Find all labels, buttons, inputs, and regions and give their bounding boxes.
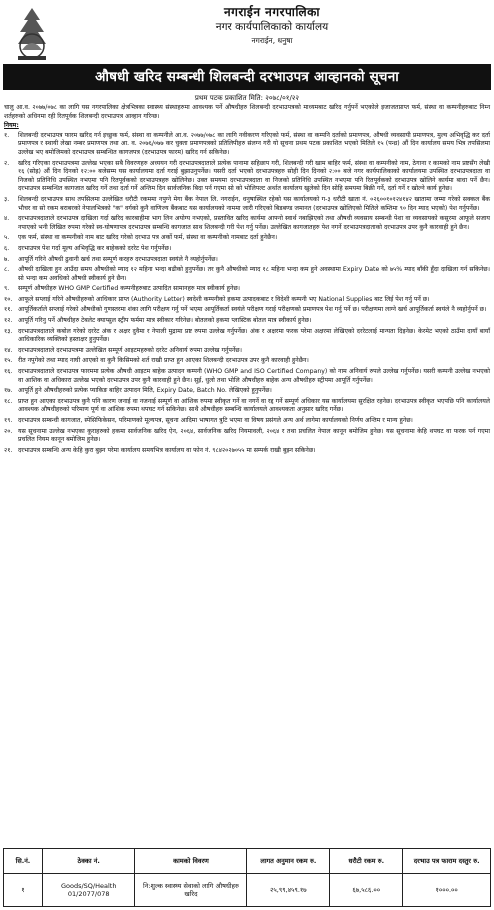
rule-number: ४. — [4, 215, 10, 223]
rule-text: दरभाउपत्रदाताले दरभाउपत्रमा उल्लेखित सम्पूर्ण आइटमहरुको दररेट अनिवार्य रुपमा उल्लेख गर्नुपर्नेछ। — [18, 346, 242, 354]
rule-text: औषधी दाखिला हुन आउँदा समय औषधीको म्याद १२ महिना भन्दा बढीको हुनुपर्नेछ। तर कुनै औषधीको म्याद १८ महिना भन्दा कम हुने अवस्थामा Expiry Date को ७५% म्याद बाँकी हुँदा दाखिला गर्न सकिनेछ। सो भन्दा कम अवधिको औषधी स्वीकार्य हुने छैन। — [18, 266, 490, 282]
rule-item — [4, 245, 490, 254]
rule-text: सम्पूर्ण औषधीहरु WHO GMP Certified कम्पनीहरुबाट उत्पादित सामानहरु मात्र स्वीकार्य हुनेछ। — [18, 285, 241, 293]
column-header: लागत अनुमान रकम रु. — [247, 849, 330, 874]
rule-text: आपूर्ति हुने औषधीहरुको प्रत्येक प्याकिङ बाहिर उत्पादन मिति, Expiry Date, Batch No. लेखिएको हुनुपर्नेछ। — [18, 387, 272, 395]
rule-text: दरभाउपत्रदाताले दरभाउपत्र दाखिला गर्दा खरिद कारबाहीमा भाग लिन अयोग्य नभएको, प्रस्तावित खरिद कार्यमा आफ्नो स्वार्थ नबाझिएको तथा औषधी व्यवसाय सम्बन्धी पेशा वा व्यवसायको कसुरमा आफूले सजाय नपाएको भनी लिखित रुपमा गरेको स्व-घोषणापत्र दरभाउपत्र सम्बन्धि कागजात साथ शिलबन्दी गरी पेश गर्नु पर्नेछ। उल्लेखित कागजातहरु पेश नगर्ने दरभाउपत्रदाताको दरभाउपत्र उपर कुनै कारवाही हुने छैन। — [18, 215, 490, 231]
rule-number: ९. — [4, 285, 10, 293]
rules-heading: नियम: — [4, 122, 19, 130]
rule-number: १६. — [4, 368, 13, 376]
rule-number: १२. — [4, 317, 13, 325]
cost-estimate-cell: २५,९९,४५९.१७ — [247, 874, 330, 907]
column-header: ठेक्का नं. — [42, 849, 135, 874]
rule-number: १०. — [4, 295, 13, 303]
rule-text: आपूर्तिकर्ताले सप्लाई गरेको औषधीको गुणस्तरमा शंका लागि परीक्षण गर्नु पर्ने भएमा आपूर्तिकर्ता स्वयंले परीक्षण गराई परीक्षणको प्रमाणपत्र पेश गर्नु पर्ने छ। परीक्षणमा लाग्ने खर्च आपूर्तिकर्ता स्वयंले नै व्यहोर्नुपर्ने छ। — [18, 306, 487, 314]
serial-number-cell: १ — [4, 874, 43, 907]
rule-text: दरभाउपत्रदाताले कबोल गरेको दररेट अंक र अक्षर दुवैमा र नेपाली मुद्रामा प्रष्ट रुपमा उल्लेख गर्नुपर्नेछ। अंक र अक्षरमा फरक परेमा अक्षरमा लेखिएको दररेटलाई मान्यता दिइनेछ। केरमेट भएको ठाउँमा दायाँ बायाँ आधिकारिक व्यक्तिको हस्ताक्षर हुनुपर्नेछ। — [18, 327, 490, 344]
form-fee-cell: १०००.०० — [403, 874, 491, 907]
rule-item — [4, 160, 490, 194]
rule-item — [4, 132, 490, 158]
rule-text: शिलबन्दी दरभाउपत्र साथ तपसिलमा उल्लेखित धरौटी रकममा नपुग्ने मेगा बैंक नेपाल लि. नगराईन, धनुषास्थित रहेको यस कार्यालयको ग-३ धरौटी खाता नं. ०२६००१०१२४१४२ खातामा जम्मा गरेको सक्कल बैंक भौचर वा सो रकम बराबरको नेपालभित्रको "क" वर्गको कुनै वाणिज्य बैंकबाट यस कार्यालयको नाममा जारी गरिएको बिडबण्ड जमानत (दरभाउपत्र खोलिएको मितिले कम्तिमा ९० दिन म्याद भएको) पेश गर्नुपर्नेछ। — [18, 195, 490, 212]
rule-text: आपूर्ति गरिनु पर्ने औषधीहरु टेबलेट क्याप्सुल स्ट्रीप फर्ममा मात्र स्वीकार गरिनेछ। बोतलको हकमा प्लास्टिक बोतल मात्र स्वीकार्य हुनेछ। — [18, 317, 312, 325]
rule-number: १. — [4, 131, 10, 139]
rule-item — [4, 447, 490, 456]
rule-text: दरभाउपत्रदाताले दरभाउपत्र फारममा प्रत्येक औषधी आइटम बाहेक उत्पादन कम्पनी (WHO GMP and ISO Certified Company) को नाम अनिवार्य रुपले उल्लेख गर्नुपर्नेछ। यसरी कम्पनी उल्लेख नभएको वा आशिक वा अधिकारा उल्लेख भएको दरभाउपत्र उपर कुनै कारवाही हुने छैन। सुई, धुलो तथा भोलि औषधीहरु बाहेक अन्य औषधीहरु स्ट्रीपमा आपूर्ति गर्नुपर्नेछ। — [18, 368, 490, 384]
rule-number: १४. — [4, 346, 13, 354]
column-header: धरौटी रकम रु. — [330, 849, 403, 874]
header — [60, 4, 484, 47]
rule-text: खरिद गरिएका दरभाउपत्रमा उल्लेख भएका सबै विवरणहरु अध्ययन गरी दरभाउपत्रदाताले प्रत्येक पानामा सहिछाप गरी, शिलबन्दी गरी खाम बाहिर फर्म, संस्था वा कम्पनीको नाम, ठेगाना र कामको नाम प्रष्टसँग लेखी १६ (सोह्र) औं दिन दिनको १२:०० बजेसम्म यस कार्यालयमा दर्ता गराई बुझाउनुपर्नेछ। यसरी दर्ता भएको दरभाउपत्रहरु सोही दिन दिनको २:०० बजे नगर कार्यपालिकाको कार्यालयमा उपस्थित दरभाउपत्रदाता वा निजको प्रतिनिधि उपस्थित नभएमा पनि रितपूर्वकको दरभाउपत्रहरु खोलिनेछ। उक्त समयमा दरभाउपत्रदाता वा निजको प्रतिनिधि उपस्थित नभएमा पनि रितपूर्वकको दरभाउपत्र खोलिने कार्यमा बाधा पर्ने छैन। दरभाउपत्र सम्बन्धित कागजात खरिद गर्ने तथा दर्ता गर्ने अन्तिम दिन सार्वजनिक बिदा पर्न गएमा सो को भोलिपल्ट अर्थात कार्यालय खुलेको दिन सोहि समयमा बिक्री गर्ने, दर्ता गर्ने र खोल्ने कार्य हुनेछ। — [18, 159, 490, 193]
rule-item — [4, 357, 490, 366]
rule-number: ६. — [4, 244, 10, 252]
rule-text: आफूले सप्लाई गरिने औषधीहरुको आधिकार प्राप्त (Authority Letter) स्वदेशी कम्पनीको हकमा उत्पादकबाट र विदेशी कम्पनी भए National Supplies बाट लिई पेश गर्नु पर्ने छ। — [18, 295, 430, 303]
rule-text: एक फर्म, संस्था वा कम्पनीको नाम बाट खरिद गरेको दरभाउ पत्र अर्को फर्म, संस्था वा कम्पनीको नामबाट दर्ता हुनेछैन। — [18, 234, 278, 242]
rule-item — [4, 387, 490, 396]
rule-number: १७. — [4, 387, 13, 395]
column-header: कामको विवरण — [135, 849, 247, 874]
rule-item — [4, 266, 490, 283]
publish-date: प्रथम पटक प्रकाशित मिति: २०७८/०१/२२ — [194, 94, 300, 102]
rule-number: १८. — [4, 397, 13, 405]
rule-number: २१. — [4, 446, 13, 454]
rule-text: रीत नपुगेको तथा म्याद नाघी आएको वा कुनै किसिमको शर्त राखी प्राप्त हुन आएका शिलबन्दी दरभाउपत्र उपर कुनै कारवाही हुनेछैन। — [18, 357, 309, 365]
tender-table — [3, 848, 491, 907]
table-header-row — [4, 849, 491, 874]
rule-item — [4, 296, 490, 305]
intro-paragraph: चालु आ.व. २०७७/०७८ का लागि यस नगरपालिका क्षेत्रभित्रका स्वास्थ्य संस्थाहरुमा आवश्यक पर्ने औषधीहरु शिलबन्दी दरभाउपत्रको माध्यमबाट खरिद गर्नुपर्ने भएकोले इजाजतप्राप्त फर्म, संस्था वा कम्पनीहरुबाट निम्न शर्तहरुको अधिनमा रही रितपूर्वक शिलबन्दी दरभाउपत्र आव्हान गरिन्छ। — [4, 104, 490, 120]
column-header: सि.नं. — [4, 849, 43, 874]
rule-item — [4, 234, 490, 243]
municipality-emblem-icon — [6, 6, 58, 62]
rule-text: दरभाउपत्र सम्बन्धि अन्य केहि कुरा बुझ्न परेमा कार्यालय समयभित्र कार्यालय वा फोन नं. ९८४२०२७०५५ मा सम्पर्क राखी बुझ्न सकिनेछ। — [18, 446, 316, 454]
rule-number: २०. — [4, 427, 13, 435]
rule-number: १३. — [4, 327, 13, 335]
rule-item — [4, 317, 490, 326]
contract-number-cell: Goods/SQ/Health 01/2077/078 — [42, 874, 135, 907]
rule-number: २. — [4, 159, 10, 167]
rule-item — [4, 306, 490, 315]
description-cell: नि:शुल्क स्वास्थ्य सेवाको लागि औषधीहरु खरिद — [135, 874, 247, 907]
rule-text: दरभाउपत्र सम्बन्धी कागजात, स्पेसिफिकेसन, परिमाणको मूल्यपत्र, सूचना आदिमा भाषागत त्रुटि भएमा वा विषय प्रसंगले अन्य अर्थ लागेमा कार्यालयको निर्णय अन्तिम र मान्य हुनेछ। — [18, 417, 413, 424]
rule-number: ७. — [4, 255, 10, 263]
rule-number: ३. — [4, 195, 10, 203]
rule-item — [4, 417, 490, 426]
column-header: दरभाउ पत्र फाराम दस्तुर रु. — [403, 849, 491, 874]
org-name: नगराईन नगरपालिका — [224, 5, 320, 19]
rule-item — [4, 347, 490, 356]
office-name: नगर कार्यपालिकाको कार्यालय — [215, 21, 329, 33]
rule-number: ११. — [4, 306, 13, 314]
rule-item — [4, 328, 490, 345]
notice-title: औषधी खरिद सम्बन्धी शिलबन्दी दरभाउपत्र आव्हानको सूचना — [3, 64, 491, 90]
rule-text: शिलबन्दी दरभाउपत्र फारम खरिद गर्न इच्छुक फर्म, संस्था वा कम्पनीले आ.व. २०७७/०७८ का लागि नवीकरण गरिएको फर्म, संस्था वा कम्पनि दर्ताको प्रमाणपत्र, औषधी व्यवसायी प्रमाणपत्र, मुल्य अभिवृद्धि कर दर्ता प्रमाणपत्र र स्थायी लेखा नम्बर प्रमाणपत्र तथा आ. व. २०७६/०७७ कर चुक्ता प्रमाणपत्रको प्रतिलिपीहरु संलग्न गरी यो सूचना प्रथम पटक प्रकाशित भएको मितिले १५ (पन्ध्र) औं दिन कार्यालय समय भित्र तपसिलमा उल्लेख भए बमोजिमको दरभाउपत्र सम्बन्धित कागजपत्र (दरभाउपत्र फारम) खरिद गर्न सकिनेछ। — [18, 131, 490, 156]
rule-item — [4, 215, 490, 232]
rule-text: आपूर्ति गरिने औषधी ढुवानी खर्च तथा सम्पूर्ण करहरु दरभाउपत्रदाता स्वयंले नै व्यहोर्नुपर्नेछ। — [18, 255, 218, 263]
rule-text: यस सूचनामा उल्लेख नभएका कुराहरुको हकमा सार्वजनिक खरिद ऐन, २०६४, सार्वजनिक खरिद नियमावली, २०६४ र तथा प्रचलित नेपाल कानून बमोजिम हुनेछ। यस सूचनामा केहि थपघट वा फरक पर्न गएमा प्रचलित नियम कानून बमोजिम हुनेछ। — [18, 427, 490, 444]
deposit-amount-cell: ६७,५८६.०० — [330, 874, 403, 907]
table-row — [4, 874, 491, 907]
rule-item — [4, 196, 490, 213]
rule-number: ८. — [4, 266, 10, 274]
rules-list — [4, 132, 490, 456]
rule-number: १५. — [4, 357, 13, 365]
rule-item — [4, 285, 490, 294]
rule-text: प्राप्त हुन आएका दरभाउपत्र कुनै पनि कारण जनाई वा नजनाई सम्पूर्ण वा आंशिक रुपमा स्वीकृत गर्ने वा नगर्ने वा रद्द गर्ने सम्पूर्ण अधिकार यस कार्यालयमा सुरक्षित रहनेछ। दरभाउपत्र स्वीकृत भएपछि पनि कार्यालयले आवश्यक औषधीहरुको परिमाण पूर्ण वा आंशिक रुपमा थपघट गर्न सकिनेछ। साथै औषधीहरु सम्बन्धि कार्यालयले आवश्यकता अनुसार खरिद गर्नेछ। — [18, 397, 490, 414]
rule-item — [4, 398, 490, 415]
rule-text: दरभाउपत्र पेश गर्दा मूल्य अभिवृद्धि कर बाहेकको दररेट पेश गर्नुपर्नेछ। — [18, 244, 172, 252]
office-address: नगराईन, धनुषा — [251, 36, 293, 45]
notice-body — [4, 104, 490, 457]
rule-number: ५. — [4, 234, 10, 242]
rule-number: १९. — [4, 417, 13, 424]
rule-item — [4, 368, 490, 385]
rule-item — [4, 256, 490, 265]
rule-item — [4, 428, 490, 445]
